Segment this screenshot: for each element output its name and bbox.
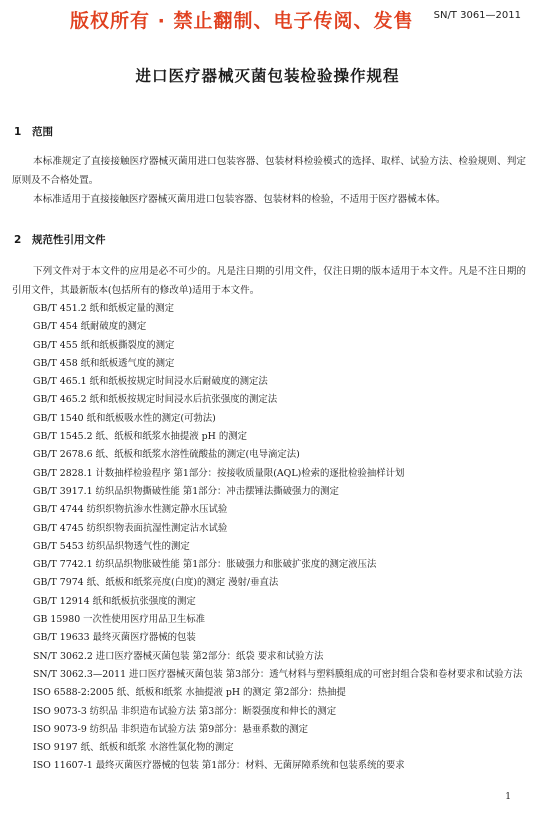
section-1-paragraph-2: 本标准适用于直接接触医疗器械灭菌用进口包装容器、包装材料的检验，不适用于医疗器械本体。 [33,194,446,205]
section-1-number: 1 [14,126,22,138]
reference-item: GB/T 451.2 纸和纸板定量的测定 [33,303,174,314]
reference-item: ISO 9073-3 纺织品 非织造布试验方法 第3部分：断裂强度和伸长的测定 [33,705,337,717]
standard-number: SN/T 3061—2011 [433,10,521,21]
reference-item: GB/T 1545.2 纸、纸板和纸浆水抽提液 pH 的测定 [33,431,247,443]
page-number: 1 [505,792,511,802]
reference-item: SN/T 3062.2 进口医疗器械灭菌包装 第2部分：纸袋 要求和试验方法 [33,650,324,662]
reference-item: ISO 6588-2:2005 纸、纸板和纸浆 水抽提液 pH 的测定 第2部分：热抽提 [33,687,346,699]
section-1-paragraph-1: 本标准规定了直接接触医疗器械灭菌用进口包装容器、包装材料检验模式的选择、取样、试验方法、检验规则、判定原则及不合格处置。 [12,156,526,186]
reference-item: ISO 9197 纸、纸板和纸浆 水溶性氯化物的测定 [33,742,234,754]
normative-reference-list [12,300,526,776]
reference-item: SN/T 3062.3—2011 进口医疗器械灭菌包装 第3部分：透气材料与塑料膜组成的可密封组合袋和卷材要求和试验方法 [33,668,523,680]
section-2-title: 规范性引用文件 [32,234,106,246]
reference-item: GB/T 458 纸和纸板透气度的测定 [33,357,175,369]
document-title: 进口医疗器械灭菌包装检验操作规程 [135,67,400,85]
reference-item: GB/T 1540 纸和纸板吸水性的测定(可勃法) [33,412,216,424]
reference-item: GB/T 7742.1 纺织品织物胀破性能 第1部分：胀破强力和胀破扩张度的测定液压法 [33,559,377,571]
section-2-intro: 下列文件对于本文件的应用是必不可少的。凡是注日期的引用文件，仅注日期的版本适用于本文件。凡是不注日期的引用文件，其最新版本(包括所有的修改单)适用于本文件。 [12,266,526,296]
reference-item: GB/T 19633 最终灭菌医疗器械的包装 [33,632,196,644]
reference-item: GB/T 12914 纸和纸板抗张强度的测定 [33,595,196,607]
reference-item: GB/T 5453 纺织品织物透气性的测定 [33,540,190,552]
reference-item: ISO 11607-1 最终灭菌医疗器械的包装 第1部分：材料、无菌屏障系统和包装系统的要求 [33,760,405,772]
reference-item: GB/T 454 纸耐破度的测定 [33,321,147,333]
watermark: 版权所有 · 禁止翻制、电子传阅、发售 [70,10,414,32]
section-1-heading [14,124,53,139]
reference-item: GB/T 4745 纺织织物表面抗湿性测定沾水试验 [33,522,228,534]
section-1-title: 范围 [32,126,53,138]
reference-item: GB/T 4744 纺织织物抗渗水性测定静水压试验 [33,504,228,516]
section-2-number: 2 [14,234,22,246]
section-2-heading [14,232,106,247]
reference-item: GB/T 3917.1 纺织品织物撕破性能 第1部分：冲击摆锤法撕破强力的测定 [33,485,339,497]
reference-item: GB/T 465.1 纸和纸板按规定时间浸水后耐破度的测定法 [33,376,268,388]
reference-item: GB/T 455 纸和纸板撕裂度的测定 [33,339,175,351]
reference-item: GB 15980 一次性使用医疗用品卫生标准 [33,614,206,626]
reference-item: GB/T 465.2 纸和纸板按规定时间浸水后抗张强度的测定法 [33,394,278,406]
reference-item: GB/T 2678.6 纸、纸板和纸浆水溶性硫酸盐的测定(电导滴定法) [33,449,300,461]
reference-item: ISO 9073-9 纺织品 非织造布试验方法 第9部分：悬垂系数的测定 [33,723,308,735]
reference-item: GB/T 7974 纸、纸板和纸浆亮度(白度)的测定 漫射/垂直法 [33,577,279,589]
reference-item: GB/T 2828.1 计数抽样检验程序 第1部分：按接收质量限(AQL)检索的逐批检验抽样计划 [33,467,405,479]
